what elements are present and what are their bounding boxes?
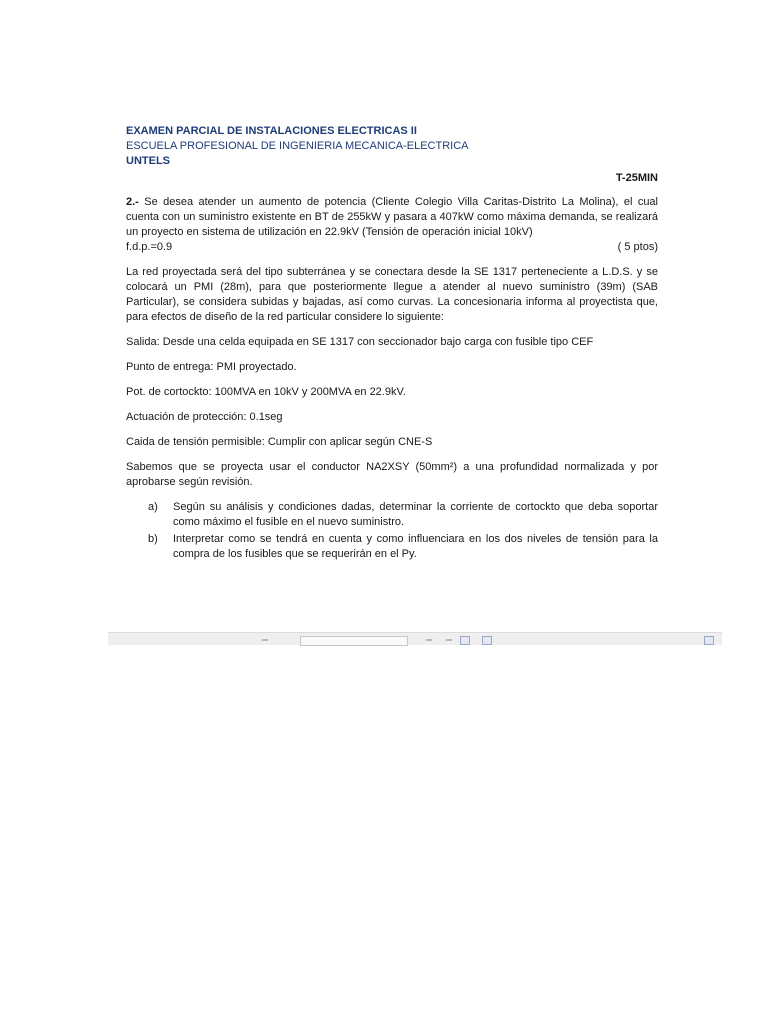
zoom-icon[interactable] xyxy=(460,636,470,645)
toolbar-separator xyxy=(446,639,452,641)
list-item xyxy=(148,500,658,530)
exam-page xyxy=(126,124,658,564)
school-name: ESCUELA PROFESIONAL DE INGENIERIA MECANICA-ELECTRICA xyxy=(126,140,469,152)
condition-protection-time: Actuación de protección: 0.1seg xyxy=(126,411,283,423)
question-items xyxy=(126,500,658,562)
condition-short-circuit-power: Pot. de cortockto: 100MVA en 10kV y 200MVA en 22.9kV. xyxy=(126,386,406,398)
item-text: Según su análisis y condiciones dadas, determinar la corriente de cortockto que deba soportar como máximo el fusible en el nuevo suministro. xyxy=(173,501,658,528)
fit-page-icon[interactable] xyxy=(482,636,492,645)
page-input[interactable] xyxy=(300,636,408,646)
time-limit: T-25MIN xyxy=(615,172,658,184)
scroll-arrow-icon[interactable] xyxy=(704,636,714,645)
question-points: ( 5 ptos) xyxy=(617,241,658,253)
institution-name: UNTELS xyxy=(126,155,170,167)
item-marker: a) xyxy=(148,501,158,513)
question-number: 2.- xyxy=(126,196,139,208)
toolbar-separator xyxy=(262,639,268,641)
toolbar-separator xyxy=(426,639,432,641)
item-marker: b) xyxy=(148,533,158,545)
network-description: La red proyectada será del tipo subterránea y se conectara desde la SE 1317 perteneciente a L.D.S. y se colocará un PMI (28m), para que posteriormente llegue a atender al nuevo suministro (39m) (SAB Particular), se considera subidas y bajadas, así como curvas. La concesionaria informa al proyectista que, para efectos de diseño de la red particular considere lo siguiente: xyxy=(126,266,658,323)
question-intro-text: Se desea atender un aumento de potencia (Cliente Colegio Villa Caritas-Distrito La Molina), el cual cuenta con un suministro existente en BT de 255kW y pasara a 407kW como máxima demanda, se realizará un proyecto en sistema de utilización en 22.9kV (Tensión de operación inicial 10kV) xyxy=(126,196,658,238)
power-factor: f.d.p.=0.9 xyxy=(126,241,173,253)
viewer-toolbar xyxy=(108,632,722,645)
condition-output: Salida: Desde una celda equipada en SE 1317 con seccionador bajo carga con fusible tipo CEF xyxy=(126,336,594,348)
condition-delivery-point: Punto de entrega: PMI proyectado. xyxy=(126,361,297,373)
item-text: Interpretar como se tendrá en cuenta y como influenciara en los dos niveles de tensión para la compra de los fusibles que se requerirán en el Py. xyxy=(173,533,658,560)
exam-title: EXAMEN PARCIAL DE INSTALACIONES ELECTRICAS II xyxy=(126,125,417,137)
conductor-description: Sabemos que se proyecta usar el conductor NA2XSY (50mm²) a una profundidad normalizada y por aprobarse según revisión. xyxy=(126,461,658,488)
list-item xyxy=(148,532,658,562)
condition-voltage-drop: Caida de tensión permisible: Cumplir con aplicar según CNE-S xyxy=(126,436,433,448)
question-intro xyxy=(126,195,658,240)
fdp-points-row xyxy=(126,240,658,255)
